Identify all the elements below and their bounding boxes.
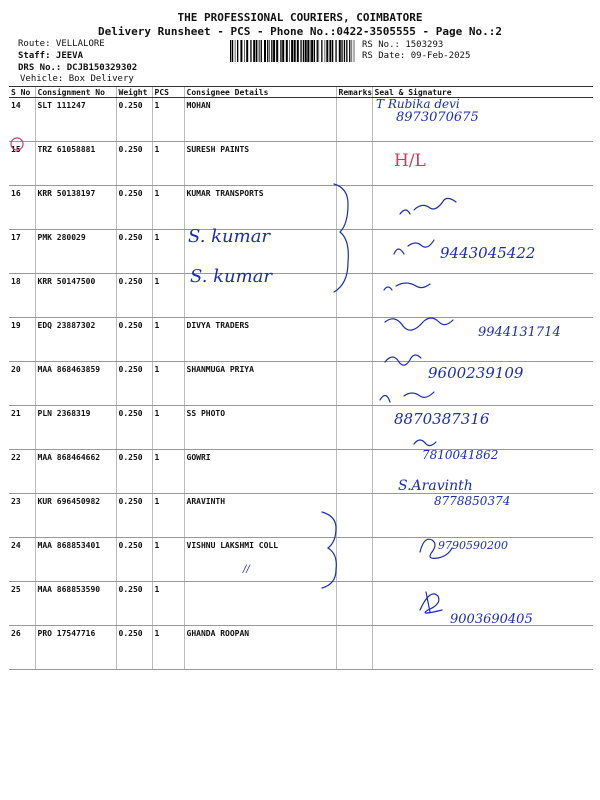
cell-weight: 0.250 [116, 230, 152, 274]
cell-sno: 24 [9, 538, 35, 582]
cell-remarks [336, 538, 372, 582]
row-26-phone: 9003690405 [450, 612, 533, 627]
cell-remarks [336, 582, 372, 626]
row-20-phone: 9600239109 [428, 364, 524, 382]
row-17-signature: S. kumar [188, 226, 271, 247]
cell-weight: 0.250 [116, 406, 152, 450]
row-23-signature: S.Aravinth [398, 478, 473, 494]
cell-cons: MAA 868464662 [35, 450, 116, 494]
barcode [230, 40, 355, 62]
cell-sno: 18 [9, 274, 35, 318]
cell-pcs: 1 [152, 582, 184, 626]
cell-consignee [184, 582, 336, 626]
cell-cons: MAA 868853401 [35, 538, 116, 582]
cell-sno: 20 [9, 362, 35, 406]
cell-remarks [336, 626, 372, 670]
cell-remarks [336, 406, 372, 450]
cell-remarks [336, 362, 372, 406]
cell-cons: MAA 868853590 [35, 582, 116, 626]
cell-cons: EDQ 23887302 [35, 318, 116, 362]
cell-remarks [336, 450, 372, 494]
table-row [9, 450, 593, 494]
cell-sno: 23 [9, 494, 35, 538]
rs-date: RS Date: 09-Feb-2025 [362, 51, 471, 61]
cell-cons: PMK 280029 [35, 230, 116, 274]
cell-cons: MAA 868463859 [35, 362, 116, 406]
cell-consignee: MOHAN [184, 98, 336, 142]
cell-weight: 0.250 [116, 494, 152, 538]
cell-pcs: 1 [152, 274, 184, 318]
row-18-signature: S. kumar [190, 266, 273, 287]
drs-number: DRS No.: DCJB150329302 [18, 63, 138, 73]
cell-consignee: SS PHOTO [184, 406, 336, 450]
cell-remarks [336, 494, 372, 538]
cell-consignee: KUMAR TRANSPORTS [184, 186, 336, 230]
cell-weight: 0.250 [116, 274, 152, 318]
cell-cons: PRO 17547716 [35, 626, 116, 670]
cell-weight: 0.250 [116, 582, 152, 626]
cell-sno: 22 [9, 450, 35, 494]
runsheet-subtitle: Delivery Runsheet - PCS - Phone No.:0422-3505555 - Page No.:2 [98, 25, 502, 38]
row-25-phone: 9790590200 [438, 539, 508, 552]
cell-remarks [336, 186, 372, 230]
col-sno: S No [9, 87, 35, 98]
cell-consignee: SURESH PAINTS [184, 142, 336, 186]
cell-consignee: GOWRI [184, 450, 336, 494]
cell-sno: 26 [9, 626, 35, 670]
cell-weight: 0.250 [116, 450, 152, 494]
cell-pcs: 1 [152, 318, 184, 362]
cell-signature [372, 274, 593, 318]
cell-cons: KRR 50138197 [35, 186, 116, 230]
table-row [9, 406, 593, 450]
row-21-phone: 8870387316 [394, 410, 490, 428]
cell-cons: KRR 50147500 [35, 274, 116, 318]
cell-weight: 0.250 [116, 186, 152, 230]
staff: Staff: JEEVA [18, 51, 84, 61]
row-18-phone: 9443045422 [440, 244, 536, 262]
row-22-phone: 7810041862 [422, 448, 499, 462]
cell-consignee: ARAVINTH [184, 494, 336, 538]
cell-signature [372, 186, 593, 230]
col-remarks: Remarks [336, 87, 372, 98]
cell-signature [372, 626, 593, 670]
cell-consignee: GHANDA ROOPAN [184, 626, 336, 670]
col-consignment: Consignment No [35, 87, 116, 98]
cell-remarks [336, 142, 372, 186]
cell-pcs: 1 [152, 230, 184, 274]
cell-remarks [336, 274, 372, 318]
cell-weight: 0.250 [116, 142, 152, 186]
cell-remarks [336, 230, 372, 274]
cell-weight: 0.250 [116, 318, 152, 362]
cell-pcs: 1 [152, 142, 184, 186]
vehicle: Vehicle: Box Delivery [20, 74, 134, 84]
rs-number: RS No.: 1503293 [362, 40, 444, 50]
cell-weight: 0.250 [116, 538, 152, 582]
col-pcs: PCS [152, 87, 184, 98]
cell-sno: 15 [9, 142, 35, 186]
cell-sno: 14 [9, 98, 35, 142]
table-header-row [9, 87, 593, 98]
row-23-phone: 8778850374 [434, 494, 511, 508]
cell-pcs: 1 [152, 538, 184, 582]
cell-pcs: 1 [152, 98, 184, 142]
cell-cons: TRZ 61058881 [35, 142, 116, 186]
cell-sno: 21 [9, 406, 35, 450]
cell-sno: 25 [9, 582, 35, 626]
cell-consignee: DIVYA TRADERS [184, 318, 336, 362]
cell-cons: PLN 2368319 [35, 406, 116, 450]
col-signature: Seal & Signature [372, 87, 593, 98]
cell-weight: 0.250 [116, 626, 152, 670]
cell-cons: KUR 696450982 [35, 494, 116, 538]
table-row [9, 98, 593, 142]
cell-pcs: 1 [152, 362, 184, 406]
cell-weight: 0.250 [116, 98, 152, 142]
cell-sno: 16 [9, 186, 35, 230]
row-25-ditto: // [243, 564, 250, 575]
cell-sno: 17 [9, 230, 35, 274]
cell-sno: 19 [9, 318, 35, 362]
cell-remarks [336, 318, 372, 362]
row-14-phone: 8973070675 [396, 110, 479, 125]
cell-cons: SLT 111247 [35, 98, 116, 142]
col-weight: Weight [116, 87, 152, 98]
cell-consignee: VISHNU LAKSHMI COLL [184, 538, 336, 582]
table-row [9, 142, 593, 186]
route: Route: VELLALORE [18, 39, 105, 49]
cell-remarks [336, 98, 372, 142]
row-14-name: T Rubika devi [376, 97, 460, 111]
table-row [9, 626, 593, 670]
cell-weight: 0.250 [116, 362, 152, 406]
cell-pcs: 1 [152, 186, 184, 230]
cell-pcs: 1 [152, 494, 184, 538]
cell-pcs: 1 [152, 406, 184, 450]
cell-pcs: 1 [152, 626, 184, 670]
cell-consignee: SHANMUGA PRIYA [184, 362, 336, 406]
row-15-mark: H/L [394, 151, 426, 171]
col-consignee: Consignee Details [184, 87, 336, 98]
cell-pcs: 1 [152, 450, 184, 494]
company-title: THE PROFESSIONAL COURIERS, COIMBATORE [177, 11, 423, 24]
row-19-phone: 9944131714 [478, 325, 561, 340]
table-row [9, 186, 593, 230]
table-row [9, 274, 593, 318]
